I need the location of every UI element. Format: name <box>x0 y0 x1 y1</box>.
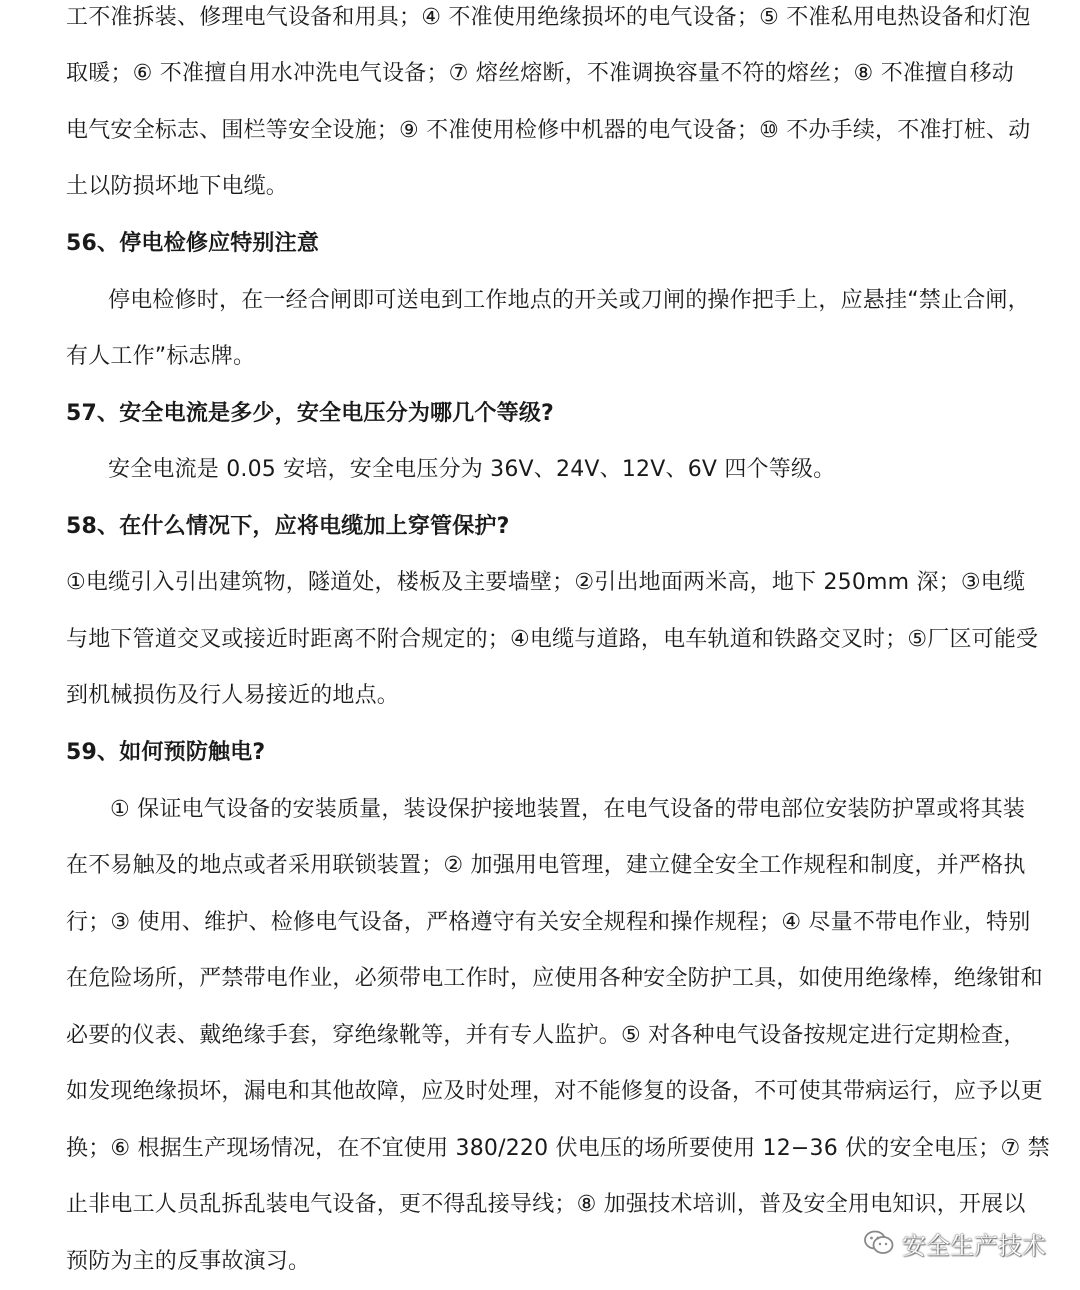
intro-line: 工不准拆装、修理电气设备和用具；④ 不准使用绝缘损坏的电气设备；⑤ 不准私用电热设备和灯泡 <box>66 5 1031 30</box>
q57-body-line: 安全电流是 0.05 安培，安全电压分为 36V、24V、12V、6V 四个等级。 <box>108 457 836 482</box>
watermark <box>864 1228 1046 1258</box>
watermark-text: 安全生产技术 <box>902 1231 1046 1260</box>
q56-body-line: 有人工作”标志牌。 <box>66 344 256 369</box>
q59-body-line: 止非电工人员乱拆乱装电气设备，更不得乱接导线；⑧ 加强技术培训，普及安全用电知识，开展以 <box>66 1192 1026 1217</box>
q59-body-line: 预防为主的反事故演习。 <box>66 1249 311 1274</box>
q58-body-line: 到机械损伤及行人易接近的地点。 <box>66 683 400 708</box>
q59-body-line: ① 保证电气设备的安装质量，装设保护接地装置，在电气设备的带电部位安装防护罩或将其装 <box>110 797 1026 822</box>
q58-body-line: 与地下管道交叉或接近时距离不附合规定的；④电缆与道路，电车轨道和铁路交叉时；⑤厂区可能受 <box>66 627 1039 652</box>
q59-body-line: 行；③ 使用、维护、检修电气设备，严格遵守有关安全规程和操作规程；④ 尽量不带电作业，特别 <box>66 910 1031 935</box>
wechat-icon <box>864 1230 894 1256</box>
q57-heading: 57、安全电流是多少，安全电压分为哪几个等级? <box>66 401 554 426</box>
q59-body-line: 换；⑥ 根据生产现场情况，在不宜使用 380/220 伏电压的场所要使用 12−36 伏的安全电压；⑦ 禁 <box>66 1136 1050 1161</box>
q59-body-line: 在不易触及的地点或者采用联锁装置；② 加强用电管理，建立健全安全工作规程和制度，并严格执 <box>66 853 1026 878</box>
q56-body-line: 停电检修时，在一经合闸即可送电到工作地点的开关或刀闸的操作把手上，应悬挂“禁止合闸， <box>108 288 1030 313</box>
intro-line: 土以防损坏地下电缆。 <box>66 174 289 199</box>
q59-body-line: 在危险场所，严禁带电作业，必须带电工作时，应使用各种安全防护工具，如使用绝缘棒，绝缘钳和 <box>66 966 1043 991</box>
q59-body-line: 如发现绝缘损坏，漏电和其他故障，应及时处理，对不能修复的设备，不可使其带病运行，应予以更 <box>66 1079 1043 1104</box>
intro-line: 电气安全标志、围栏等安全设施；⑨ 不准使用检修中机器的电气设备；⑩ 不办手续，不准打桩、动 <box>66 118 1031 143</box>
q59-heading: 59、如何预防触电? <box>66 740 266 765</box>
q58-heading: 58、在什么情况下，应将电缆加上穿管保护? <box>66 514 510 539</box>
q58-body-line: ①电缆引入引出建筑物，隧道处，楼板及主要墙壁；②引出地面两米高，地下 250mm 深；③电缆 <box>66 570 1026 595</box>
intro-line: 取暖；⑥ 不准擅自用水冲洗电气设备；⑦ 熔丝熔断，不准调换容量不符的熔丝；⑧ 不准擅自移动 <box>66 61 1014 86</box>
q56-heading: 56、停电检修应特别注意 <box>66 231 320 256</box>
q59-body-line: 必要的仪表、戴绝缘手套，穿绝缘靴等，并有专人监护。⑤ 对各种电气设备按规定进行定期检查， <box>66 1023 1026 1048</box>
